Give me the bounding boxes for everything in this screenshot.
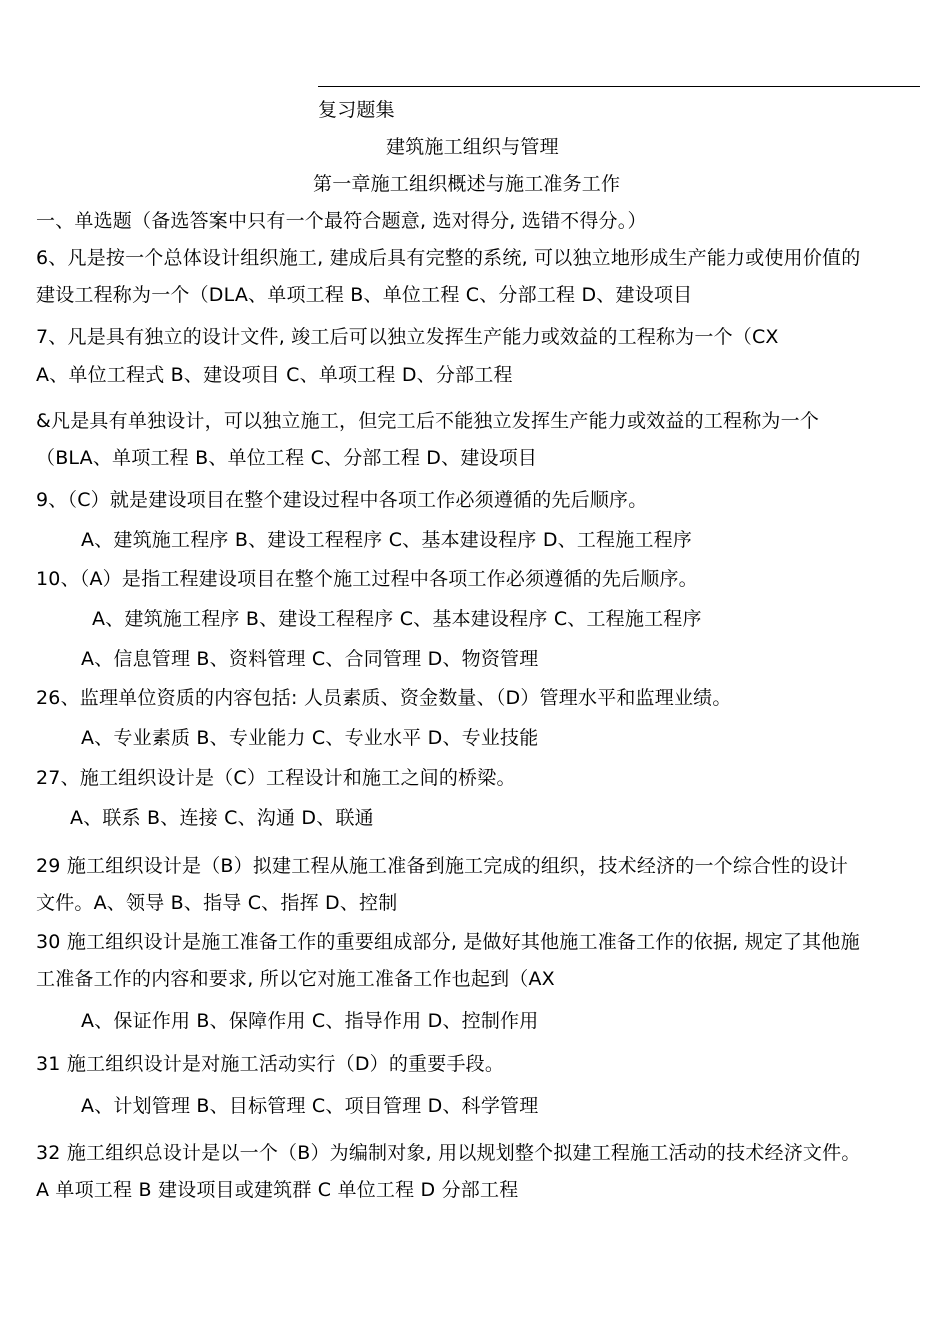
options-line: A、单位工程式 B、建设项目 C、单项工程 D、分部工程 [36,364,513,386]
question-line: 30 施工组织设计是施工准备工作的重要组成部分, 是做好其他施工准备工作的依据, 规定了其他施 [36,931,860,953]
options-line: A、信息管理 B、资料管理 C、合同管理 D、物资管理 [81,648,539,670]
question-line: 27、施工组织设计是（C）工程设计和施工之间的桥梁。 [36,767,516,789]
question-line: 工准备工作的内容和要求, 所以它对施工准备工作也起到（AX [36,968,555,990]
question-line: 29 施工组织设计是（B）拟建工程从施工准备到施工完成的组织，技术经济的一个综合性的设计 [36,855,849,877]
question-line: 32 施工组织总设计是以一个（B）为编制对象, 用以规划整个拟建工程施工活动的技术经济文件。 [36,1142,861,1164]
question-line: 7、凡是具有独立的设计文件, 竣工后可以独立发挥生产能力或效益的工程称为一个（CX [36,326,779,348]
options-line: A 单项工程 B 建设项目或建筑群 C 单位工程 D 分部工程 [36,1179,519,1201]
section-heading: 一、单选题（备选答案中只有一个最符合题意, 选对得分, 选错不得分。） [36,210,647,232]
course-title: 建筑施工组织与管理 [386,136,559,158]
question-line: 9、（C）就是建设项目在整个建设过程中各项工作必须遵循的先后顺序。 [36,489,648,511]
question-line: 建设工程称为一个（DLA、单项工程 B、单位工程 C、分部工程 D、建设项目 [36,284,693,306]
options-line: A、计划管理 B、目标管理 C、项目管理 D、科学管理 [81,1095,539,1117]
doc-heading: 复习题集 [318,99,395,121]
options-line: A、建筑施工程序 B、建设工程程序 C、基本建设程序 C、工程施工程序 [92,608,702,630]
question-line: 10、（A）是指工程建设项目在整个施工过程中各项工作必须遵循的先后顺序。 [36,568,698,590]
options-line: A、建筑施工程序 B、建设工程程序 C、基本建设程序 D、工程施工程序 [81,529,693,551]
question-line: &凡是具有单独设计，可以独立施工，但完工后不能独立发挥生产能力或效益的工程称为一个 [36,410,820,432]
options-line: A、保证作用 B、保障作用 C、指导作用 D、控制作用 [81,1010,539,1032]
question-line: 31 施工组织设计是对施工活动实行（D）的重要手段。 [36,1053,505,1075]
question-line: （BLA、单项工程 B、单位工程 C、分部工程 D、建设项目 [36,447,538,469]
question-line: 26、监理单位资质的内容包括: 人员素质、资金数量、（D）管理水平和监理业绩。 [36,687,732,709]
question-line: 文件。A、领导 B、指导 C、指挥 D、控制 [36,892,398,914]
top-rule [318,86,920,87]
options-line: A、联系 B、连接 C、沟通 D、联通 [70,807,374,829]
question-line: 6、凡是按一个总体设计组织施工, 建成后具有完整的系统, 可以独立地形成生产能力或使用价值的 [36,247,861,269]
chapter-title: 第一章施工组织概述与施工准务工作 [313,173,621,195]
options-line: A、专业素质 B、专业能力 C、专业水平 D、专业技能 [81,727,539,749]
